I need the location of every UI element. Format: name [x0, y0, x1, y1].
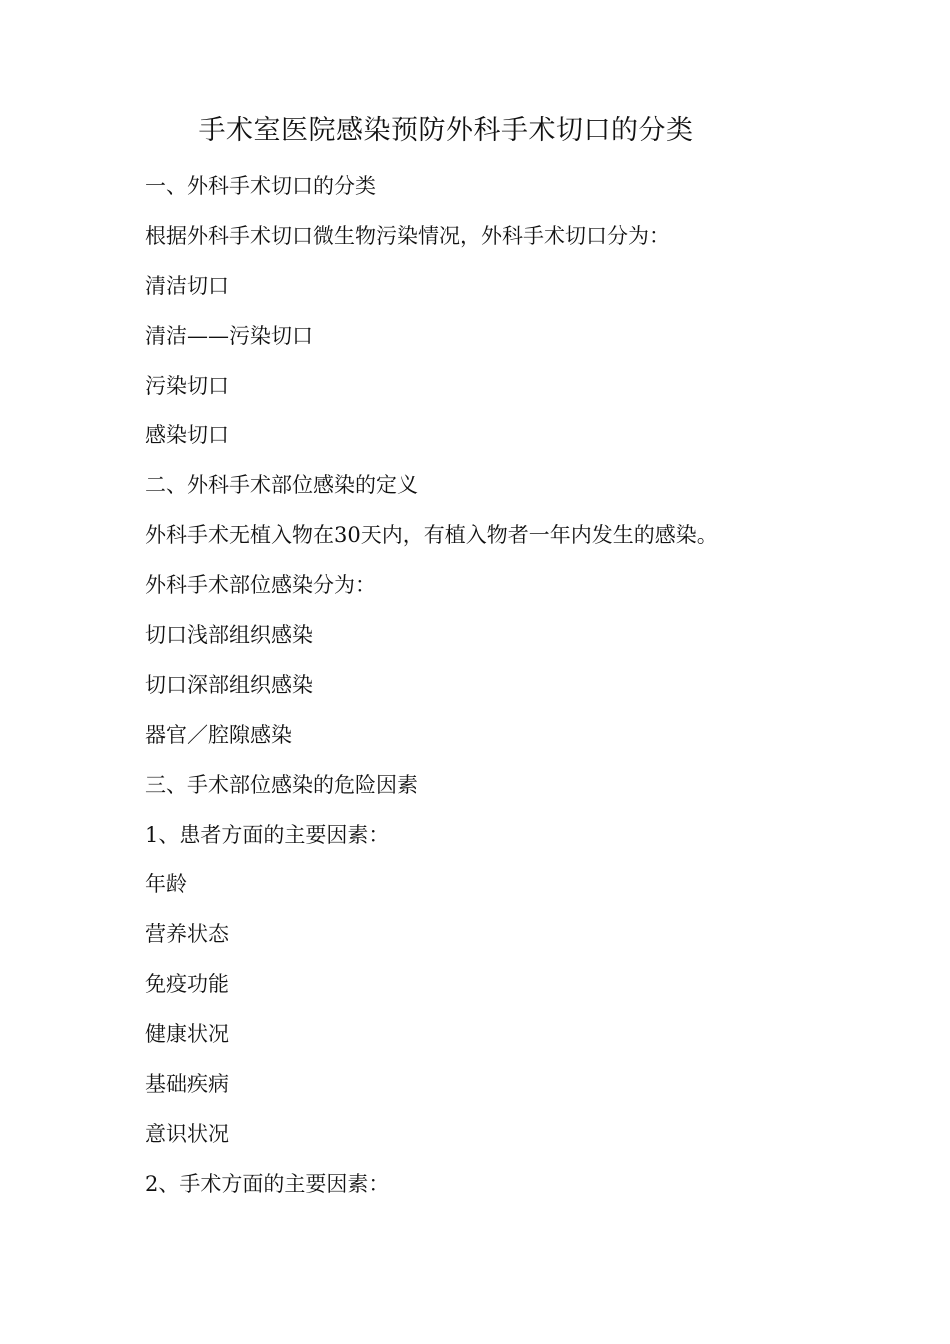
- section-heading-1: 一、外科手术切口的分类: [145, 174, 376, 198]
- list-item: 污染切口: [145, 373, 229, 398]
- list-item: 基础疾病: [145, 1072, 229, 1097]
- list-item: 意识状况: [145, 1121, 229, 1146]
- paragraph: 根据外科手术切口微生物污染情况，外科手术切口分为：: [145, 223, 670, 248]
- section-heading-3: 三、手术部位感染的危险因素: [145, 772, 418, 797]
- list-item: 年龄: [145, 872, 187, 897]
- list-item: 营养状态: [145, 922, 229, 947]
- list-item: 清洁切口: [145, 273, 229, 298]
- document-body: [145, 166, 865, 1214]
- list-item: 器官／腔隙感染: [145, 722, 292, 747]
- subheading: 2、手术方面的主要因素：: [145, 1171, 390, 1196]
- section-heading-2: 二、外科手术部位感染的定义: [145, 473, 418, 498]
- list-item: 免疫功能: [145, 972, 229, 997]
- subheading: 1、患者方面的主要因素：: [145, 822, 390, 847]
- list-item: 感染切口: [145, 423, 229, 448]
- list-item: 清洁——污染切口: [145, 323, 313, 348]
- list-item: 切口浅部组织感染: [145, 623, 313, 648]
- paragraph: 外科手术无植入物在30天内，有植入物者一年内发生的感染。: [145, 523, 718, 548]
- paragraph: 外科手术部位感染分为：: [145, 573, 376, 598]
- list-item: 健康状况: [145, 1022, 229, 1047]
- document-title: 手术室医院感染预防外科手术切口的分类: [198, 115, 694, 146]
- list-item: 切口深部组织感染: [145, 672, 313, 697]
